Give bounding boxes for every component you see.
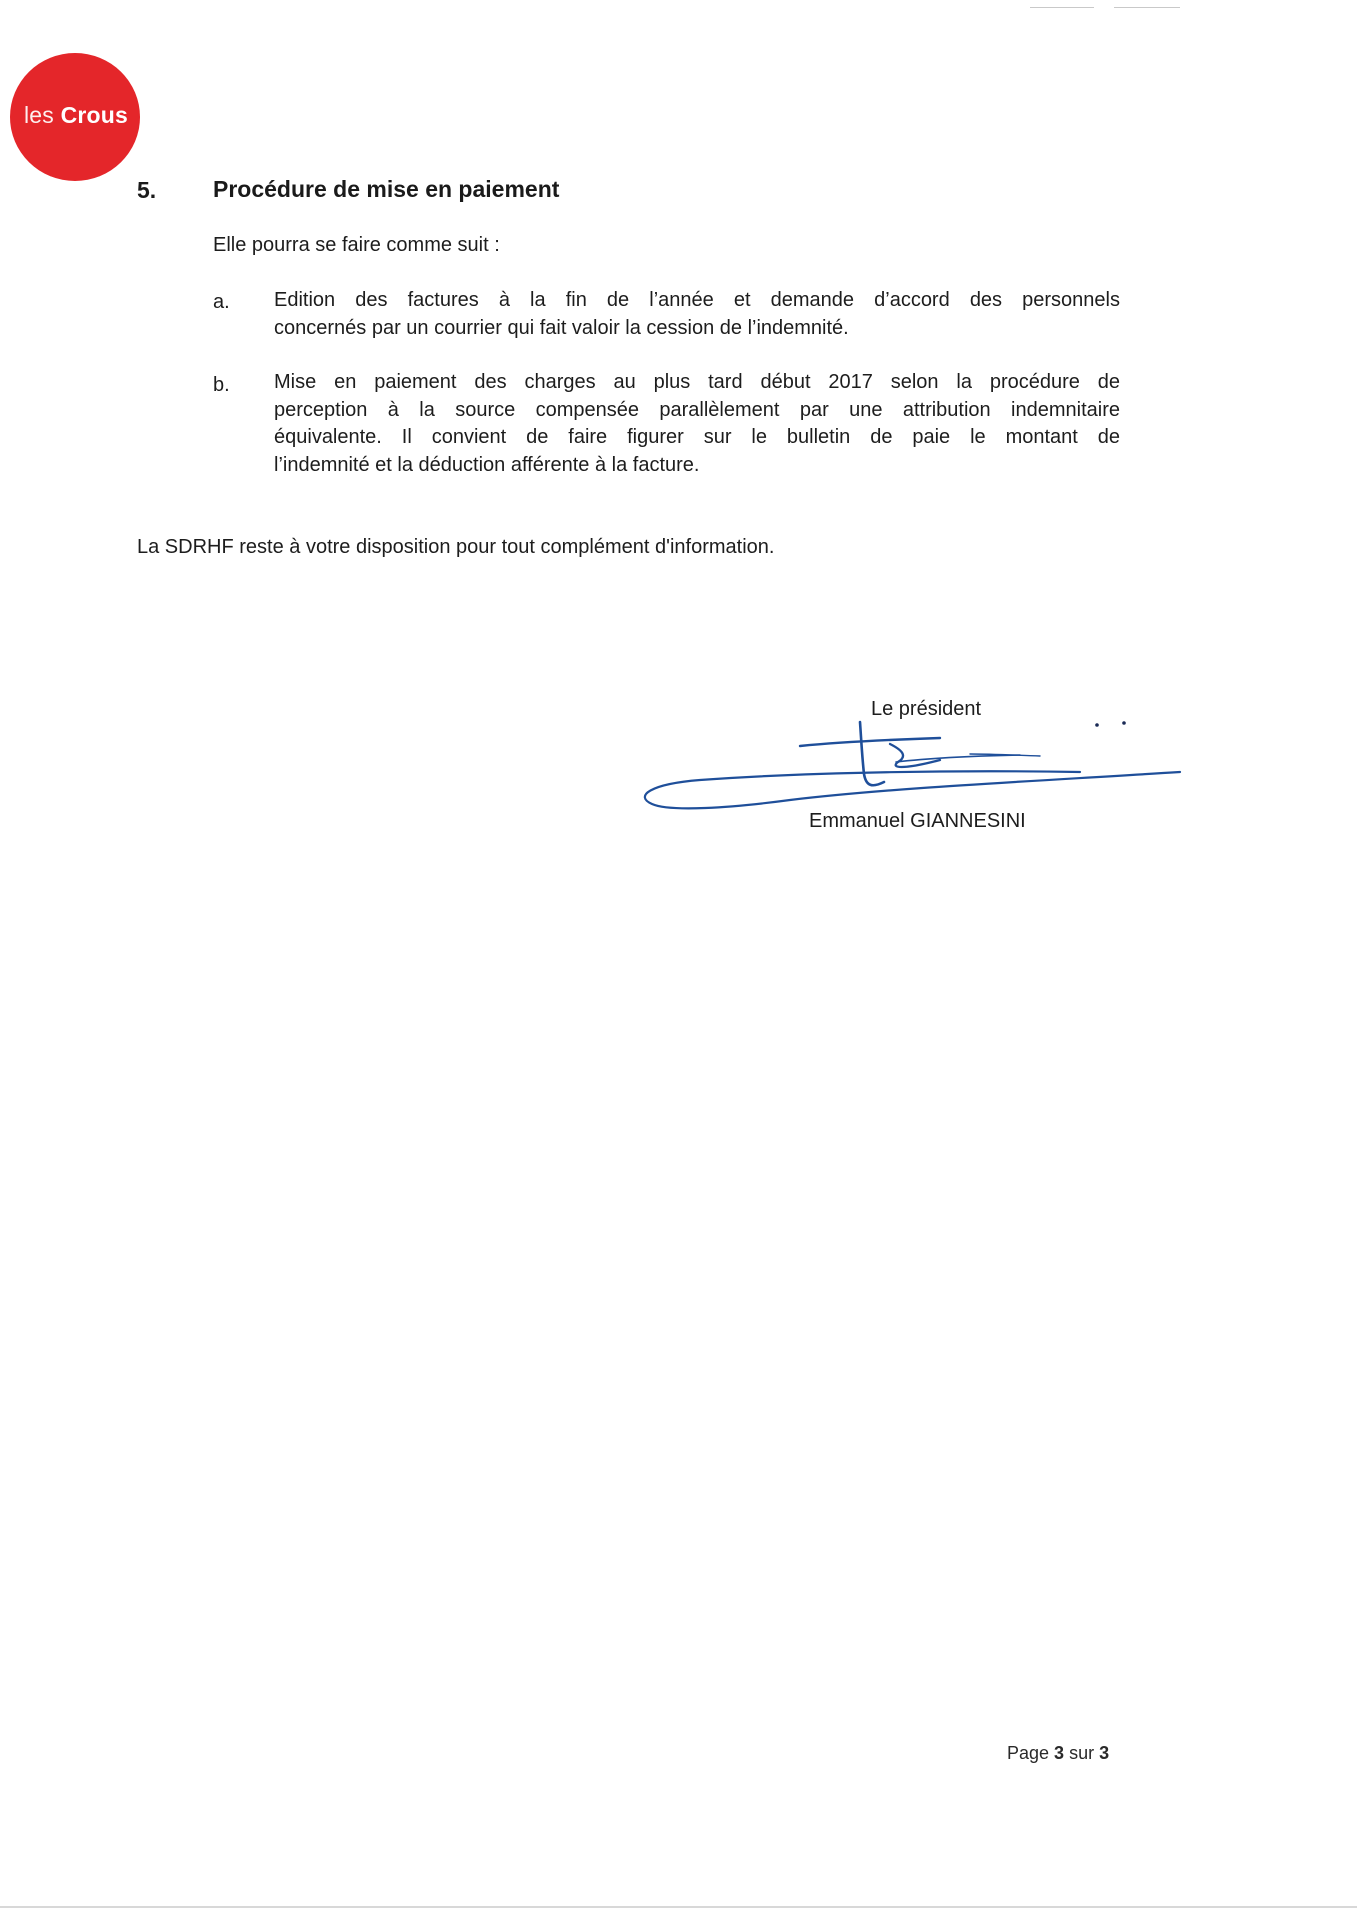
logo-text-crous: Crous: [60, 102, 129, 128]
scan-artifact-top-right: [1114, 7, 1180, 8]
scan-artifact-top-left: [1030, 7, 1094, 8]
page-number: [1007, 1743, 1109, 1764]
item-b-text: [274, 369, 1120, 479]
item-b-line-2: perception à la source compensée parallèlement par une attribution indemnitaire: [274, 398, 1120, 421]
item-a-text: [274, 287, 1120, 342]
signer-name: Emmanuel GIANNESINI: [809, 810, 1026, 832]
signer-title: Le président: [871, 698, 982, 720]
intro-text: Elle pourra se faire comme suit :: [213, 234, 500, 256]
crous-logo: [10, 53, 140, 181]
item-a-letter: a.: [213, 291, 230, 313]
item-b-letter: b.: [213, 374, 230, 396]
item-b-line-3: équivalente. Il convient de faire figurer sur le bulletin de paie le montant de: [274, 426, 1120, 448]
logo-text-les: les: [24, 102, 61, 128]
section-number: 5.: [137, 177, 157, 203]
item-a-line-2: concernés par un courrier qui fait valoir la cession de l’indemnité.: [274, 316, 849, 339]
item-b-line-4: l’indemnité et la déduction afférente à la facture.: [274, 453, 700, 476]
page-current: 3: [1054, 1743, 1065, 1763]
scan-artifact-bottom: [0, 1906, 1357, 1908]
page-total: 3: [1099, 1743, 1110, 1763]
page-separator: sur: [1064, 1743, 1100, 1763]
section-title: Procédure de mise en paiement: [213, 176, 560, 202]
item-a-line-1: Edition des factures à la fin de l’année et demande d’accord des personnels: [274, 289, 1120, 311]
crous-logo-text: [24, 102, 128, 129]
closing-sentence: La SDRHF reste à votre disposition pour tout complément d'information.: [137, 536, 775, 558]
item-b-line-1: Mise en paiement des charges au plus tard début 2017 selon la procédure de: [274, 371, 1120, 393]
handwritten-signature: [640, 712, 1200, 822]
page-prefix: Page: [1007, 1743, 1055, 1763]
